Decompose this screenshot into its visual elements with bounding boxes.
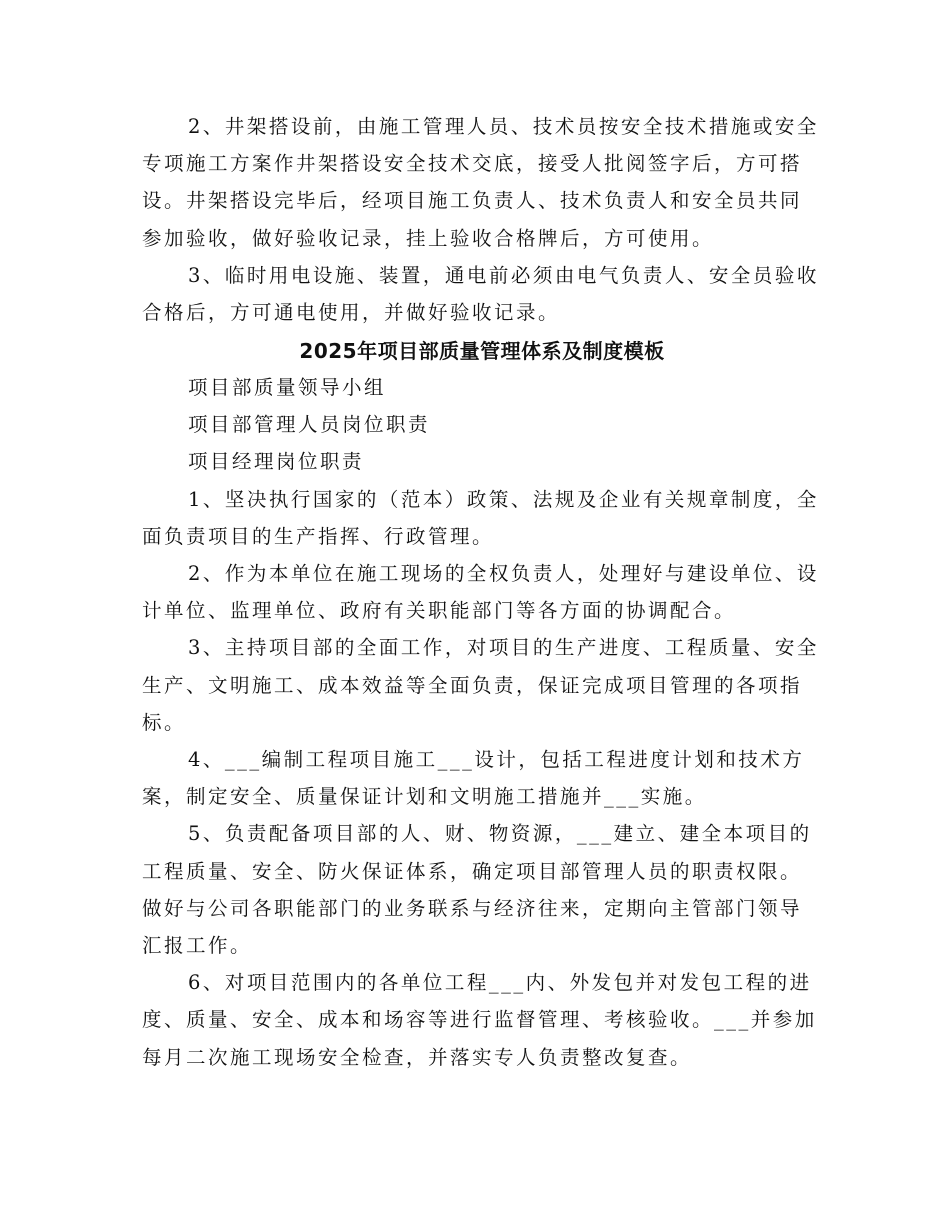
duty-item-4: 4、___编制工程项目施工___设计，包括工程进度计划和技术方案，制定安全、质量保证计划和文明施工措施并___实施。 (142, 748, 805, 809)
duty-item-6: 6、对项目范围内的各单位工程___内、外发包并对发包工程的进度、质量、安全、成本和场容等进行监督管理、考核验收。___并参加每月二次施工现场安全检查，并落实专人负责整改复查。 (142, 971, 817, 1069)
duty-item-2: 2、作为本单位在施工现场的全权负责人，处理好与建设单位、设计单位、监理单位、政府有关职能部门等各方面的协调配合。 (142, 562, 819, 623)
top-section (142, 108, 822, 331)
paragraph-derrick-setup: 2、井架搭设前，由施工管理人员、技术员按安全技术措施或安全专项施工方案作井架搭设安全技术交底，接受人批阅签字后，方可搭设。井架搭设完毕后，经项目施工负责人、技术负责人和安全员共同参加验收，做好验收记录，挂上验收合格牌后，方可使用。 (142, 115, 819, 250)
document-title: 2025年项目部质量管理体系及制度模板 (299, 339, 665, 363)
heading-project-manager-duties: 项目经理岗位职责 (188, 450, 365, 474)
duty-item-3: 3、主持项目部的全面工作，对项目的生产进度、工程质量、安全生产、文明施工、成本效益等全面负责，保证完成项目管理的各项指标。 (142, 636, 819, 734)
paragraph-temporary-power: 3、临时用电设施、装置，通电前必须由电气负责人、安全员验收合格后，方可通电使用，并做好验收记录。 (142, 263, 819, 325)
duty-item-1: 1、坚决执行国家的（范本）政策、法规及企业有关规章制度，全面负责项目的生产指挥、行政管理。 (142, 487, 819, 548)
main-section (142, 369, 822, 1076)
duty-item-5: 5、负责配备项目部的人、财、物资源，___建立、建全本项目的工程质量、安全、防火保证体系，确定项目部管理人员的职责权限。做好与公司各职能部门的业务联系与经济往来，定期向主管部门领导汇报工作。 (142, 822, 812, 958)
heading-staff-responsibilities: 项目部管理人员岗位职责 (188, 413, 431, 437)
heading-quality-leadership-group: 项目部质量领导小组 (188, 376, 387, 399)
